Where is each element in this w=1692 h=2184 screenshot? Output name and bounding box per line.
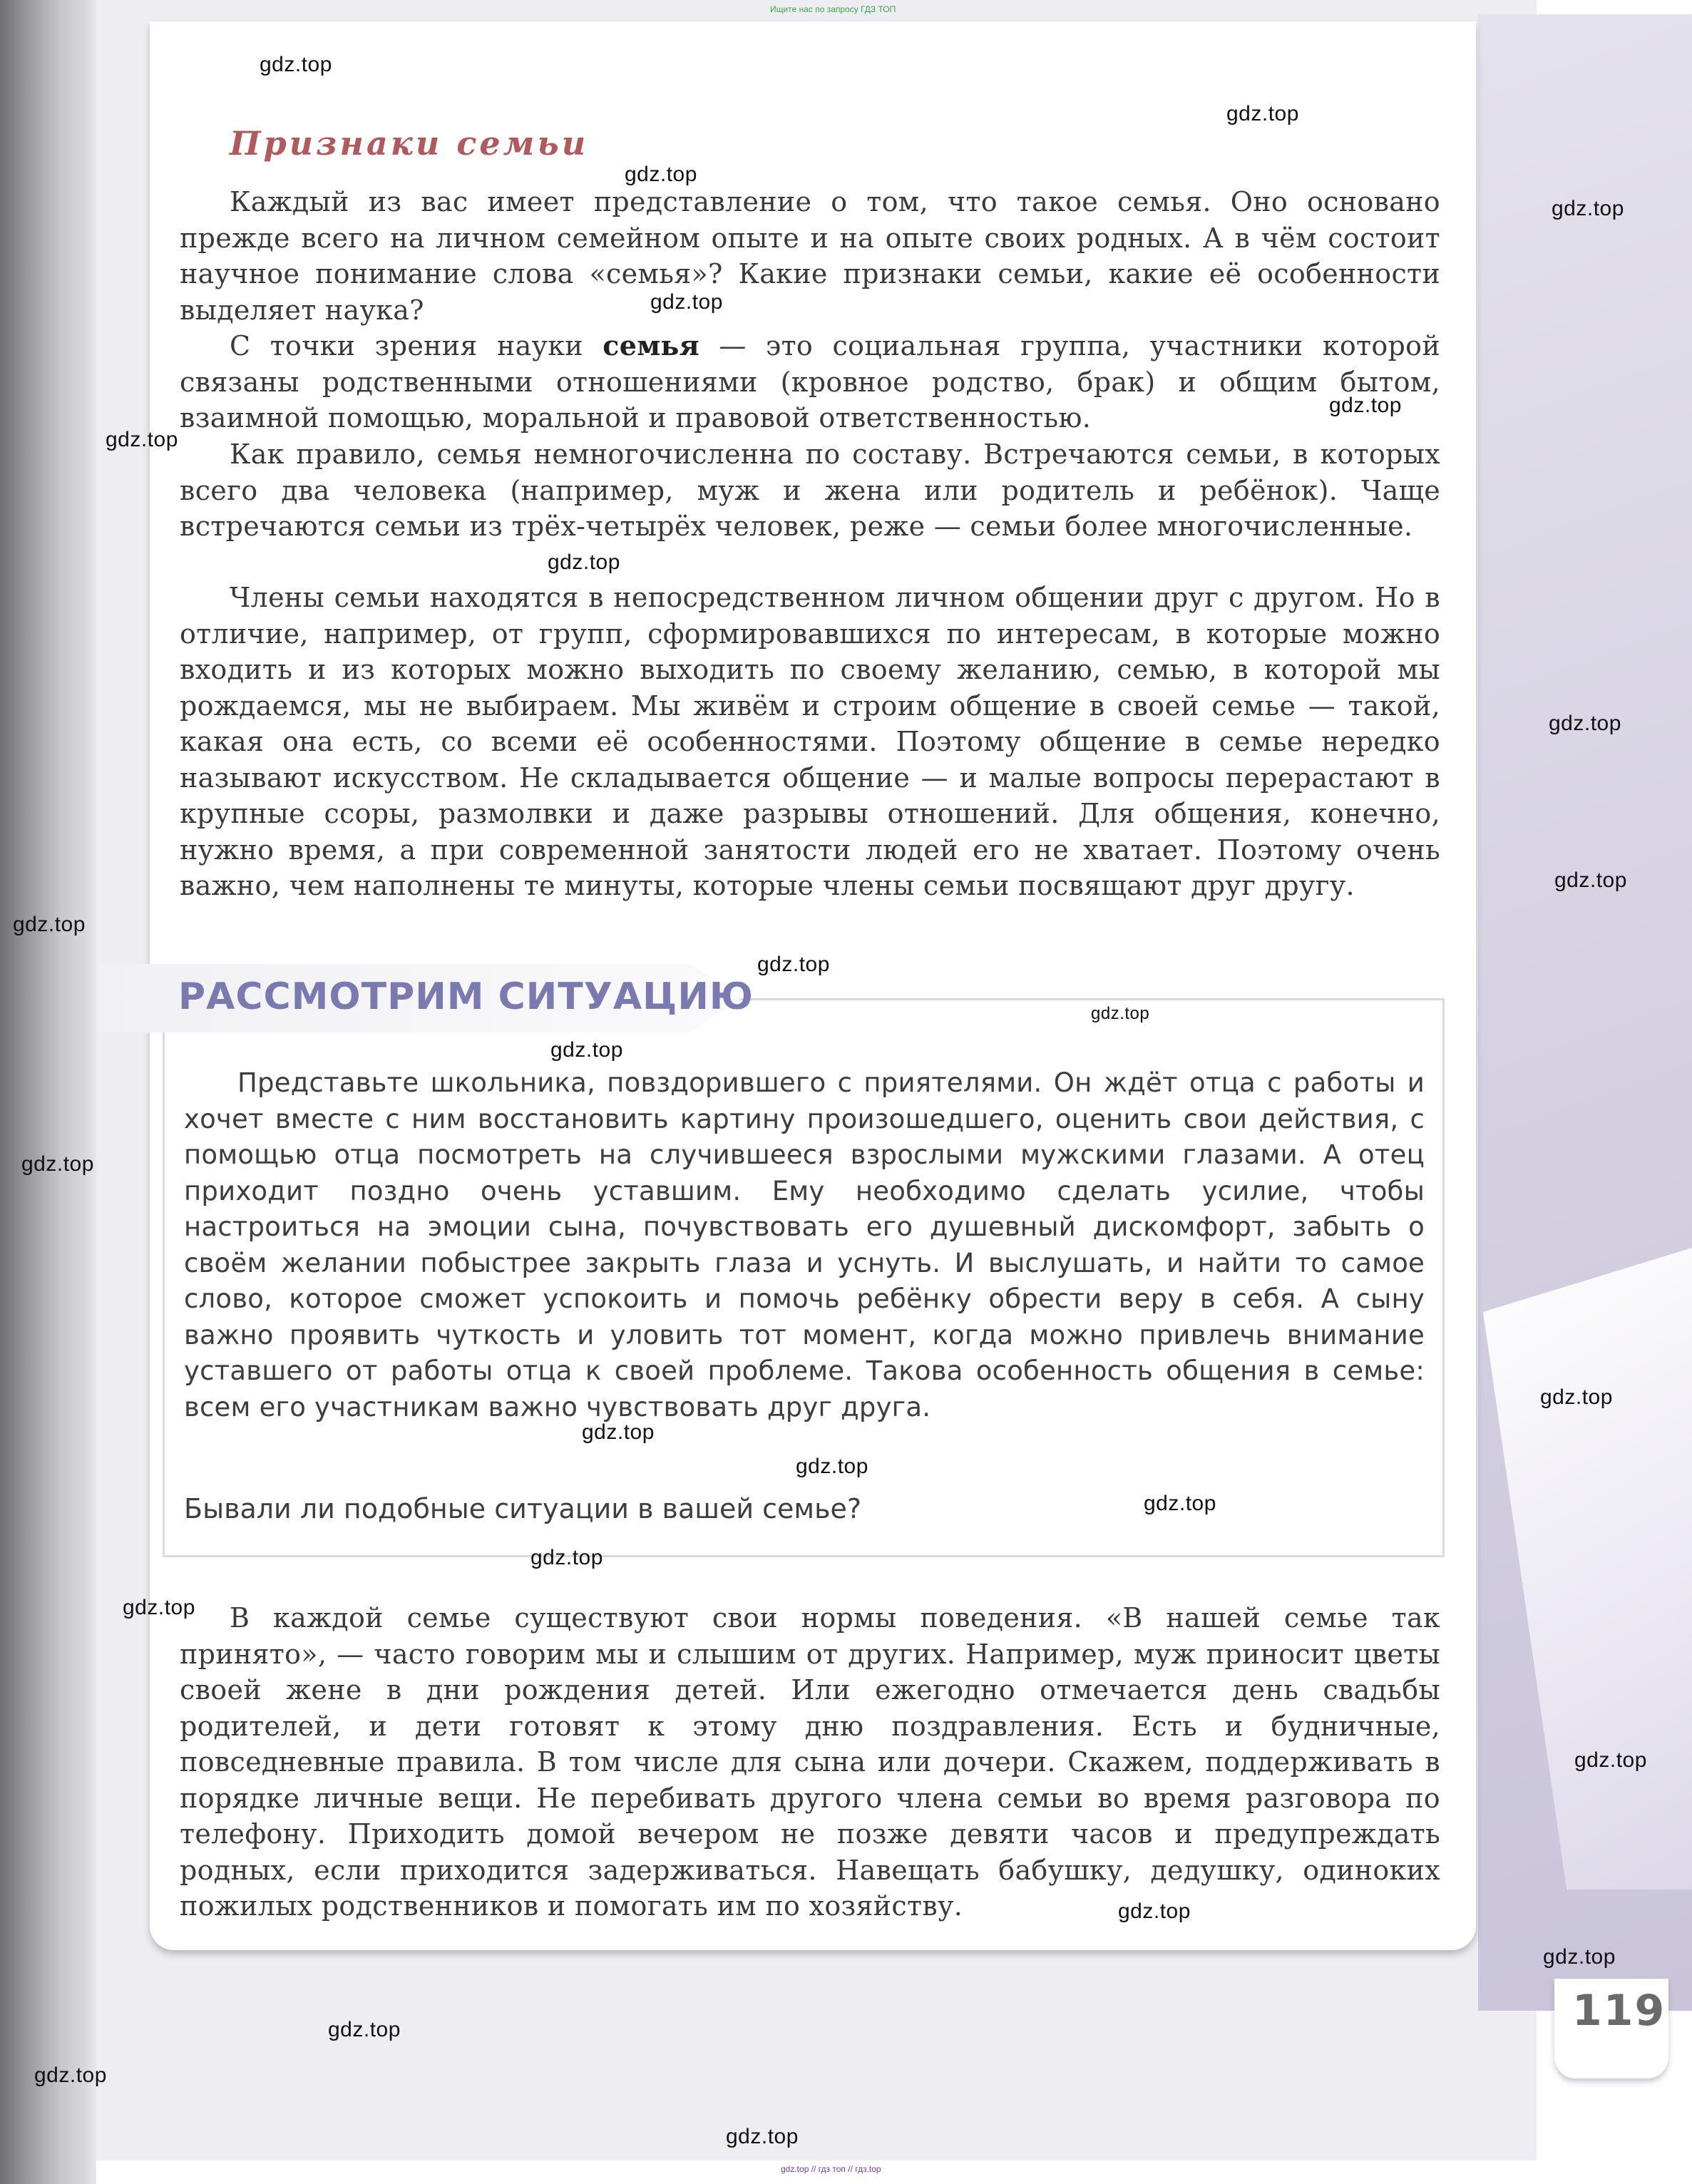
paragraph-2-rest: — это социальная группа, участники которой связаны родственными отношениями (кровное родство, брак) и общим бытом, взаимной помощью, моральной и правовой ответственностью.: [180, 330, 1440, 434]
watermark: gdz.top: [106, 428, 178, 451]
watermark: gdz.top: [548, 550, 620, 574]
paragraph-4: Члены семьи находятся в непосредственном личном общении друг с другом. Но в отличие, например, от групп, сформировавшихся по интересам, в которые можно входить и из которых можно выходить по своему желанию, семью, в которой мы рождаемся, мы не выбираем. Мы живём и строим общение в своей семье — такой, какая она есть, со всеми её особенностями. Поэтому общение в семье нередко называют искусством. Не складывается общение — и малые вопросы перерастают в крупные ссоры, размолвки и даже разрывы отношений. Для общения, конечно, нужно время, а при современной занятости людей его не хватает. Поэтому очень важно, чем наполнены те минуты, которые члены семьи посвящают друг другу.: [180, 582, 1440, 901]
watermark: gdz.top: [1329, 394, 1402, 417]
situation-text: Представьте школьника, повздорившего с приятелями. Он ждёт отца с работы и хочет вместе с ним восстановить картину произошедшего, оценить свои действия, с помощью отца посмотреть на случившееся взрослыми мужскими глазами. А отец приходит поздно очень уставшим. Ему необходимо сделать усилие, чтобы настроиться на эмоции сына, почувствовать его душевный дискомфорт, забыть о своём желании побыстрее закрыть глаза и уснуть. И выслушать, и найти то самое слово, которое сможет успокоить и помочь ребёнку обрести веру в себя. А сыну важно проявить чуткость и уловить тот момент, когда можно привлечь внимание уставшего от работы отца к своей проблеме. Такова особенность общения в семье: всем его участникам важно чувствовать друг друга.: [184, 1067, 1425, 1422]
paragraph-3: Как правило, семья немногочисленна по составу. Встречаются семьи, в которых всего два человека (например, муж и жена или родитель и ребёнок). Чаще встречаются семьи из трёх-четырёх человек, реже — семьи более многочисленные.: [180, 439, 1440, 542]
watermark: gdz.top: [530, 1546, 603, 1569]
bottom-note: gdz.top // гдз топ // гдз.top: [781, 2164, 881, 2174]
watermark: gdz.top: [1574, 1748, 1647, 1772]
watermark: gdz.top: [21, 1152, 94, 1176]
watermark: gdz.top: [726, 2125, 799, 2148]
watermark: gdz.top: [34, 2063, 107, 2087]
watermark: gdz.top: [1144, 1492, 1216, 1515]
watermark: gdz.top: [650, 290, 723, 314]
watermark: gdz.top: [757, 953, 830, 976]
watermark: gdz.top: [796, 1455, 868, 1478]
watermark: gdz.top: [1118, 1900, 1191, 1923]
watermark: gdz.top: [123, 1596, 195, 1619]
watermark: gdz.top: [1543, 1945, 1616, 1969]
watermark: gdz.top: [1554, 868, 1627, 892]
paragraph-1: Каждый из вас имеет представление о том, что такое семья. Оно основано прежде всего на личном семейном опыте и на опыте своих родных. А в чём состоит научное понимание слова «семья»? Какие признаки семьи, какие её особенности выделяет наука?: [180, 186, 1440, 326]
watermark: gdz.top: [582, 1420, 655, 1444]
watermark: gdz.top: [1540, 1385, 1613, 1409]
final-paragraph: В каждой семье существуют свои нормы поведения. «В нашей семье так принято», — часто говорим мы и слышим от других. Например, муж приносит цветы своей жене в дни рождения детей. Или ежегодно отмечается день свадьбы родителей, и дети готовят к этому дню поздравления. Есть и будничные, повседневные правила. В том числе для сына или дочери. Скажем, поддерживать в порядке личные вещи. Не перебивать другого члена семьи во время разговора по телефону. Приходить домой вечером не позже девяти часов и предупреждать родных, если приходится задерживаться. Навещать бабушку, дедушку, одиноких пожилых родственников и помогать им по хозяйству.: [180, 1602, 1440, 1922]
watermark: gdz.top: [13, 913, 86, 936]
watermark: gdz.top: [625, 163, 697, 186]
watermark: gdz.top: [1226, 102, 1299, 125]
top-note: Ищите нас по запросу ГДЗ ТОП: [770, 4, 896, 14]
watermark: gdz.top: [550, 1038, 623, 1062]
term-family: семья: [603, 329, 699, 362]
book-gutter: [0, 0, 96, 2184]
paragraph-2: [180, 328, 1440, 436]
section-title: Признаки семьи: [230, 124, 589, 163]
watermark: gdz.top: [1091, 1004, 1150, 1023]
situation-question: Бывали ли подобные ситуации в вашей семье?: [184, 1493, 862, 1524]
watermark: gdz.top: [260, 53, 332, 76]
watermark: gdz.top: [328, 2018, 401, 2041]
watermark: gdz.top: [1552, 197, 1624, 220]
page-number: 119: [1572, 1986, 1666, 2036]
watermark: gdz.top: [1549, 712, 1621, 735]
paragraph-2-start: С точки зрения науки: [230, 330, 583, 362]
situation-banner-title: РАССМОТРИМ СИТУАЦИЮ: [178, 975, 754, 1018]
